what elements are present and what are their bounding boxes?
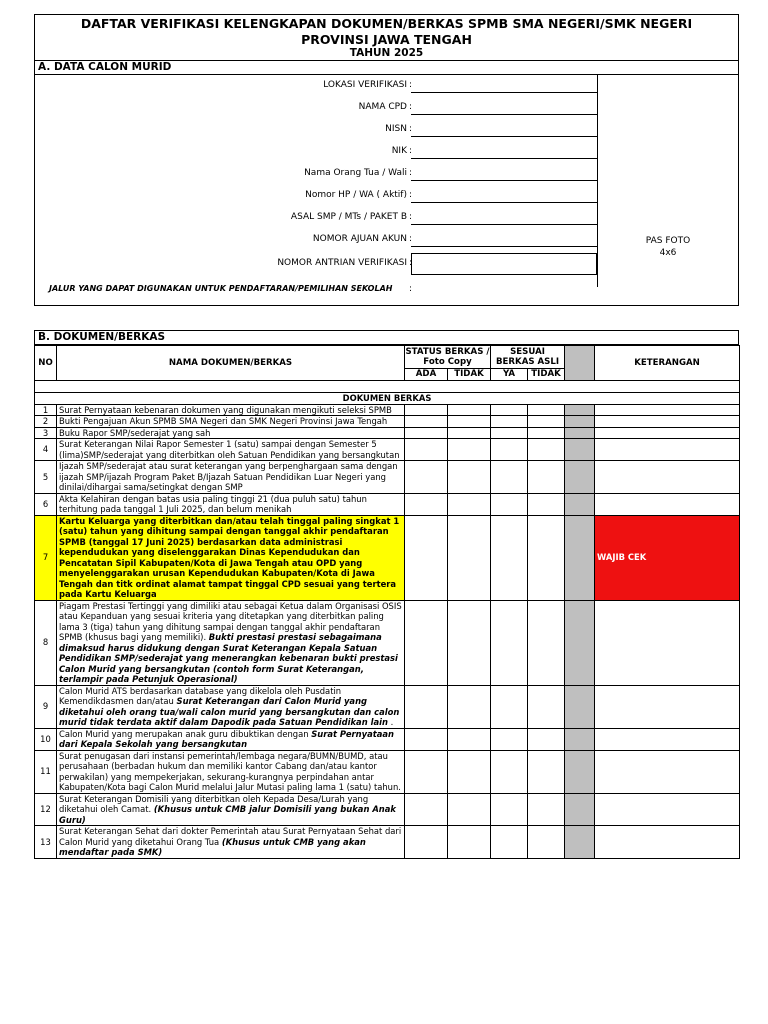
field-input[interactable] [411,146,597,159]
grey-cell [565,439,595,461]
field-label: LOKASI VERIFIKASI [323,80,407,90]
document-text: Calon Murid yang merupakan anak guru dibuktikan dengan [59,728,312,739]
field-input[interactable] [411,168,597,181]
document-name [57,600,405,685]
table-row [35,461,740,494]
check-tidak[interactable] [448,728,491,750]
keterangan-cell[interactable] [595,427,740,439]
grey-cell [565,461,595,494]
check-tidak-asli[interactable] [528,728,565,750]
grey-cell [565,515,595,600]
check-tidak[interactable] [448,439,491,461]
check-ada[interactable] [405,728,448,750]
field-colon: : [409,168,413,178]
keterangan-cell[interactable] [595,685,740,728]
form-title-year: TAHUN 2025 [349,47,424,59]
field-label: NOMOR ANTRIAN VERIFIKASI [277,258,407,268]
col-ada: ADA [405,369,448,381]
row-number: 8 [35,600,57,685]
keterangan-cell[interactable] [595,416,740,428]
keterangan-cell[interactable] [595,404,740,416]
form-title-line2: PROVINSI JAWA TENGAH [301,32,472,47]
document-name [57,826,405,859]
col-no: NO [35,346,57,381]
field-input[interactable] [411,212,597,225]
field-label: Nama Orang Tua / Wali [304,168,407,178]
document-text: Bukti prestasi prestasi sebagaimana dimaksud harus didukung dengan Surat Keterangan Kepala Satuan Pendidikan SMP/sederajat yang menerangkan kebenaran bukti prestasi Calon Murid yang bersangkutan (contoh form Surat Keterangan, terlampir pada Petunjuk Operasional) [59,632,398,684]
field-label: NAMA CPD [358,102,407,112]
document-text: (Khusus untuk CMB jalur Domisili yang bukan Anak Guru) [59,804,396,825]
keterangan-cell[interactable] [595,493,740,515]
table-row [35,728,740,750]
grey-cell [565,493,595,515]
check-tidak[interactable] [448,685,491,728]
field-colon: : [409,124,413,134]
table-row [35,416,740,428]
document-text: Surat Keterangan Sehat dari dokter Pemerintah atau Surat Pernyataan Sehat dari Calon Murid yang diketahui Orang Tua [59,826,402,847]
jalur-label: JALUR YANG DAPAT DIGUNAKAN UNTUK PENDAFTARAN/PEMILIHAN SEKOLAH [49,284,393,293]
check-ada[interactable] [405,600,448,685]
document-name [57,793,405,826]
check-ya[interactable] [491,793,528,826]
field-colon: : [409,234,413,244]
col-status: STATUS BERKAS / Foto Copy [405,347,490,367]
document-text: Surat penugasan dari instansi pemerintah/lembaga negara/BUMN/BUMD, atau perusahaan (berbadan hukum dan memiliki kantor Cabang dan/atau kantor perwakilan) yang mempekerjakan, sekurang-kurangnya perpindahan antar Kabupaten/Kota bagi Calon Murid melalui Jalur Mutasi paling lama 1 (satu) tahun. [59,750,401,792]
grey-cell [565,728,595,750]
field-label: Nomor HP / WA ( Aktif) [305,190,407,200]
jalur-colon: : [409,284,413,294]
col-ya: YA [491,369,528,381]
document-name [57,685,405,728]
check-ada[interactable] [405,515,448,600]
subheading-dokumen-berkas: DOKUMEN BERKAS [35,392,740,404]
grey-cell [565,600,595,685]
col-tidak: TIDAK [448,369,491,381]
row-number: 7 [35,515,57,600]
keterangan-cell[interactable] [595,728,740,750]
grey-cell [565,416,595,428]
keterangan-cell[interactable] [595,793,740,826]
check-ya[interactable] [491,600,528,685]
check-tidak-asli[interactable] [528,404,565,416]
row-number: 2 [35,416,57,428]
check-ada[interactable] [405,685,448,728]
check-ya[interactable] [491,427,528,439]
table-row [35,750,740,793]
check-tidak-asli[interactable] [528,416,565,428]
spacer-row [35,380,740,392]
document-text: Kartu Keluarga yang diterbitkan dan/atau telah tinggal paling singkat 1 (satu) tahun yang dihitung sampai dengan tanggal akhir pendaftaran SPMB (tanggal 17 Juni 2025) berdasarkan data administrasi kependudukan yang diselenggarakan Dinas Kependudukan dan Pencatatan Sipil Kabupaten/Kota di Jawa Tengah atau OPD yang menyelenggarakan urusan Kependudukan Kabupaten/Kota di Jawa Tengah dan titk ordinat alamat tampat tinggal CPD sesuai yang tertera pada Kartu Keluarga [59,515,400,599]
check-tidak[interactable] [448,793,491,826]
document-name [57,750,405,793]
col-keterangan: KETERANGAN [595,346,740,381]
document-name [57,728,405,750]
verification-form [34,14,739,859]
col-grey [565,346,595,381]
table-row [35,793,740,826]
keterangan-cell[interactable] [595,439,740,461]
field-colon: : [409,212,413,222]
check-tidak-asli[interactable] [528,493,565,515]
row-number: 12 [35,793,57,826]
table-row [35,600,740,685]
document-text: Surat Pernyataan dari Kepala Sekolah yang bersangkutan [59,728,394,749]
check-ya[interactable] [491,493,528,515]
check-tidak[interactable] [448,515,491,600]
table-row [35,826,740,859]
field-input[interactable] [411,190,597,203]
document-text: Surat Keterangan Domisili yang diterbitkan oleh Kepada Desa/Lurah yang diketahui oleh Camat. [59,793,369,814]
field-colon: : [409,146,413,156]
row-number: 11 [35,750,57,793]
field-label: NISN [385,124,407,134]
photo-size: 4x6 [659,248,677,258]
document-text: Bukti Pengajuan Akun SPMB SMA Negeri dan SMK Negeri Provinsi Jawa Tengah [59,416,388,426]
row-number: 10 [35,728,57,750]
documents-table [34,345,740,859]
table-row [35,515,740,600]
check-tidak-asli[interactable] [528,515,565,600]
field-input[interactable] [411,234,597,247]
col-sesuai: SESUAI BERKAS ASLI [491,346,565,369]
field-label: ASAL SMP / MTs / PAKET B [290,212,407,222]
table-row [35,427,740,439]
check-tidak-asli[interactable] [528,461,565,494]
keterangan-cell[interactable] [595,600,740,685]
check-tidak-asli[interactable] [528,427,565,439]
section-b-title: B. DOKUMEN/BERKAS [34,330,739,345]
field-colon: : [409,102,413,112]
check-ya[interactable] [491,461,528,494]
document-name [57,515,405,600]
check-tidak[interactable] [448,750,491,793]
check-ada[interactable] [405,493,448,515]
check-ya[interactable] [491,439,528,461]
field-label: NOMOR AJUAN AKUN [312,234,407,244]
check-ada[interactable] [405,826,448,859]
keterangan-cell[interactable] [595,826,740,859]
check-tidak[interactable] [448,826,491,859]
keterangan-cell[interactable] [595,750,740,793]
form-title-line1: DAFTAR VERIFIKASI KELENGKAPAN DOKUMEN/BERKAS SPMB SMA NEGERI/SMK NEGERI [80,16,693,31]
document-text: Buku Rapor SMP/sederajat yang sah [59,427,211,438]
check-tidak[interactable] [448,404,491,416]
section-a-student-data [34,75,739,306]
check-ada[interactable] [405,416,448,428]
document-text: Calon Murid ATS berdasarkan database yang dikelola oleh Pusdatin Kemendikdasmen dan/atau [59,685,342,706]
row-number: 3 [35,427,57,439]
grey-cell [565,427,595,439]
document-text: Piagam Prestasi Tertinggi yang dimiliki atau sebagai Ketua dalam Organisasi OSIS atau Kepanduan yang sesuai kriteria yang ditetapkan yang diterbitkan paling lama 3 (tiga) tahun yang dihitung sampai dengan tanggal akhir pendaftaran SPMB (khusus bagi yang memiliki). [59,600,402,642]
grey-cell [565,404,595,416]
document-name [57,493,405,515]
check-tidak-asli[interactable] [528,750,565,793]
field-colon: : [409,190,413,200]
row-number: 6 [35,493,57,515]
section-a-title: A. DATA CALON MURID [34,61,739,75]
grey-cell [565,826,595,859]
col-nama: NAMA DOKUMEN/BERKAS [57,346,405,381]
document-name [57,461,405,494]
field-label: NIK [391,146,407,156]
check-tidak[interactable] [448,493,491,515]
row-number: 1 [35,404,57,416]
table-row [35,404,740,416]
grey-cell [565,793,595,826]
check-tidak-asli[interactable] [528,600,565,685]
document-text: . [387,717,394,727]
document-text: Surat Pernyataan kebenaran dokumen yang digunakan mengikuti seleksi SPMB [59,404,392,415]
check-ada[interactable] [405,750,448,793]
check-ada[interactable] [405,439,448,461]
check-ada[interactable] [405,793,448,826]
row-number: 13 [35,826,57,859]
keterangan-cell[interactable]: WAJIB CEK [595,515,740,600]
check-ada[interactable] [405,427,448,439]
row-number: 4 [35,439,57,461]
antrian-input-box[interactable] [411,253,597,275]
row-number: 5 [35,461,57,494]
check-ya[interactable] [491,515,528,600]
check-tidak[interactable] [448,461,491,494]
document-text: Surat Keterangan Nilai Rapor Semester 1 (satu) sampai dengan Semester 5 (lima)SMP/sederajat yang diterbitkan oleh Satuan Pendidikan yang bersangkutan [59,439,400,460]
document-name [57,416,405,428]
check-ya[interactable] [491,416,528,428]
keterangan-cell[interactable] [595,461,740,494]
check-ya[interactable] [491,404,528,416]
field-colon: : [409,258,413,268]
document-name [57,427,405,439]
check-tidak[interactable] [448,427,491,439]
field-colon: : [409,80,413,90]
field-input[interactable] [411,102,597,115]
check-tidak-asli[interactable] [528,826,565,859]
document-text: Akta Kelahiran dengan batas usia paling tinggi 21 (dua puluh satu) tahun terhitung pada tanggal 1 Juli 2025, dan belum menikah [59,493,367,514]
check-ada[interactable] [405,461,448,494]
check-ya[interactable] [491,685,528,728]
check-tidak-asli[interactable] [528,685,565,728]
check-ya[interactable] [491,826,528,859]
check-ya[interactable] [491,750,528,793]
col-tidak-asli: TIDAK [528,369,565,381]
table-row [35,439,740,461]
photo-placeholder [597,235,739,259]
table-row [35,685,740,728]
grey-cell [565,750,595,793]
document-text: Ijazah SMP/sederajat atau surat keterangan yang berpenghargaan sama dengan ijazah SMP/ijazah Program Paket B/Ijazah Satuan Pendidikan Luar Negeri yang dinilai/dihargai sama/setingkat dengan SMP [59,461,398,492]
check-tidak[interactable] [448,600,491,685]
grey-cell [565,685,595,728]
document-text: Surat Keterangan dari Calon Murid yang diketahui oleh orang tua/wali calon murid yang bersangkutan dan calon murid tidak terdata aktif dalam Dapodik pada Satuan Pendidikan lain [59,696,400,727]
table-row [35,493,740,515]
row-number: 9 [35,685,57,728]
check-tidak[interactable] [448,416,491,428]
document-name [57,439,405,461]
document-name [57,404,405,416]
check-ada[interactable] [405,404,448,416]
form-title-box [34,14,739,61]
check-ya[interactable] [491,728,528,750]
field-input[interactable] [411,124,597,137]
field-input[interactable] [411,80,597,93]
check-tidak-asli[interactable] [528,439,565,461]
photo-label: PAS FOTO [645,236,691,246]
check-tidak-asli[interactable] [528,793,565,826]
document-text: (Khusus untuk CMB yang akan mendaftar pada SMK) [59,836,366,857]
